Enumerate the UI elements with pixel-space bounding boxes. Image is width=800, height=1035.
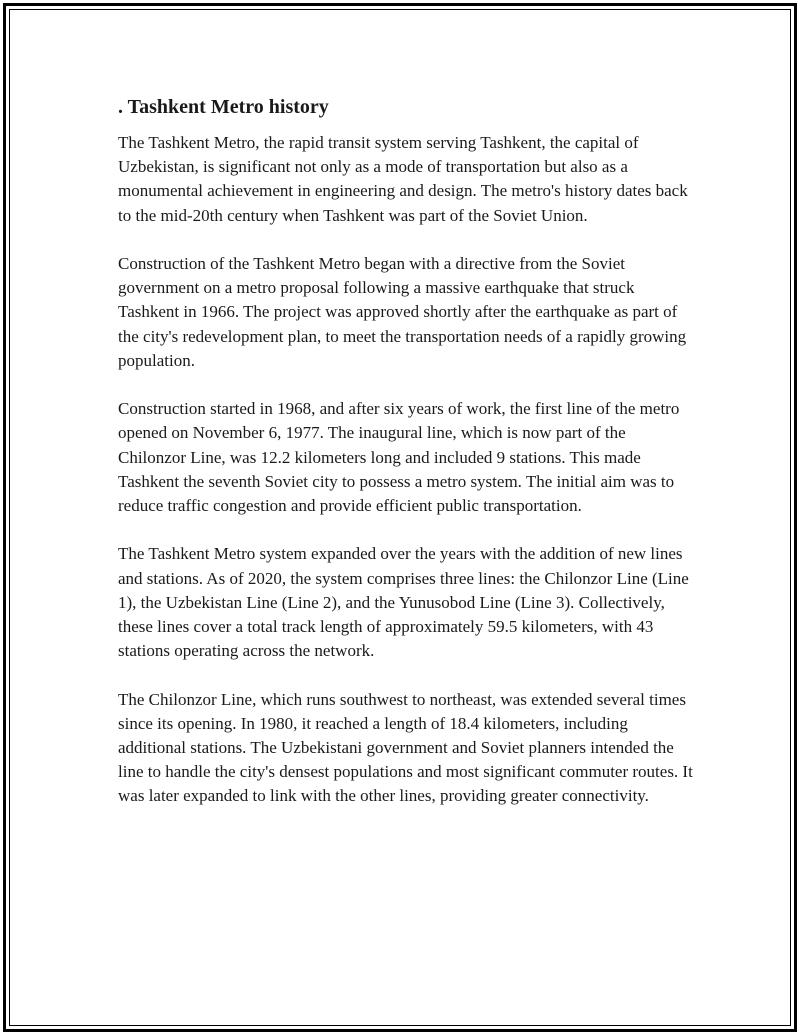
paragraph-4: The Tashkent Metro system expanded over the years with the addition of new lines and stations. As of 2020, the system comprises three lines: the Chilonzor Line (Line 1), the Uzbekistan Line (Line 2), and the Yunusobod Line (Line 3). Collectively, these lines cover a total track length of approximately 59.5 kilometers, with 43 stations operating across the network. (118, 544, 689, 661)
paragraph-3: Construction started in 1968, and after six years of work, the first line of the metro opened on November 6, 1977. The inaugural line, which is now part of the Chilonzor Line, was 12.2 kilometers long and included 9 stations. This made Tashkent the seventh Soviet city to possess a metro system. The initial aim was to reduce traffic congestion and provide efficient public transportation. (118, 399, 680, 516)
paragraph-2: Construction of the Tashkent Metro began with a directive from the Soviet government on a metro proposal following a massive earthquake that struck Tashkent in 1966. The project was approved shortly after the earthquake as part of the city's redevelopment plan, to meet the transportation needs of a rapidly growing population. (118, 254, 687, 370)
paragraph-1: The Tashkent Metro, the rapid transit system serving Tashkent, the capital of Uzbekistan, is significant not only as a mode of transportation but also as a monumental achievement in engineering and design. The metro's history dates back to the mid-20th century when Tashkent was part of the Soviet Union. (118, 133, 688, 225)
paragraph-5: The Chilonzor Line, which runs southwest to northeast, was extended several times since its opening. In 1980, it reached a length of 18.4 kilometers, including additional stations. The Uzbekistani government and Soviet planners intended the line to handle the city's densest populations and most significant commuter routes. It was later expanded to link with the other lines, providing greater connectivity. (118, 689, 693, 806)
document-body (118, 94, 693, 833)
document-title: . Tashkent Metro history (118, 96, 329, 118)
